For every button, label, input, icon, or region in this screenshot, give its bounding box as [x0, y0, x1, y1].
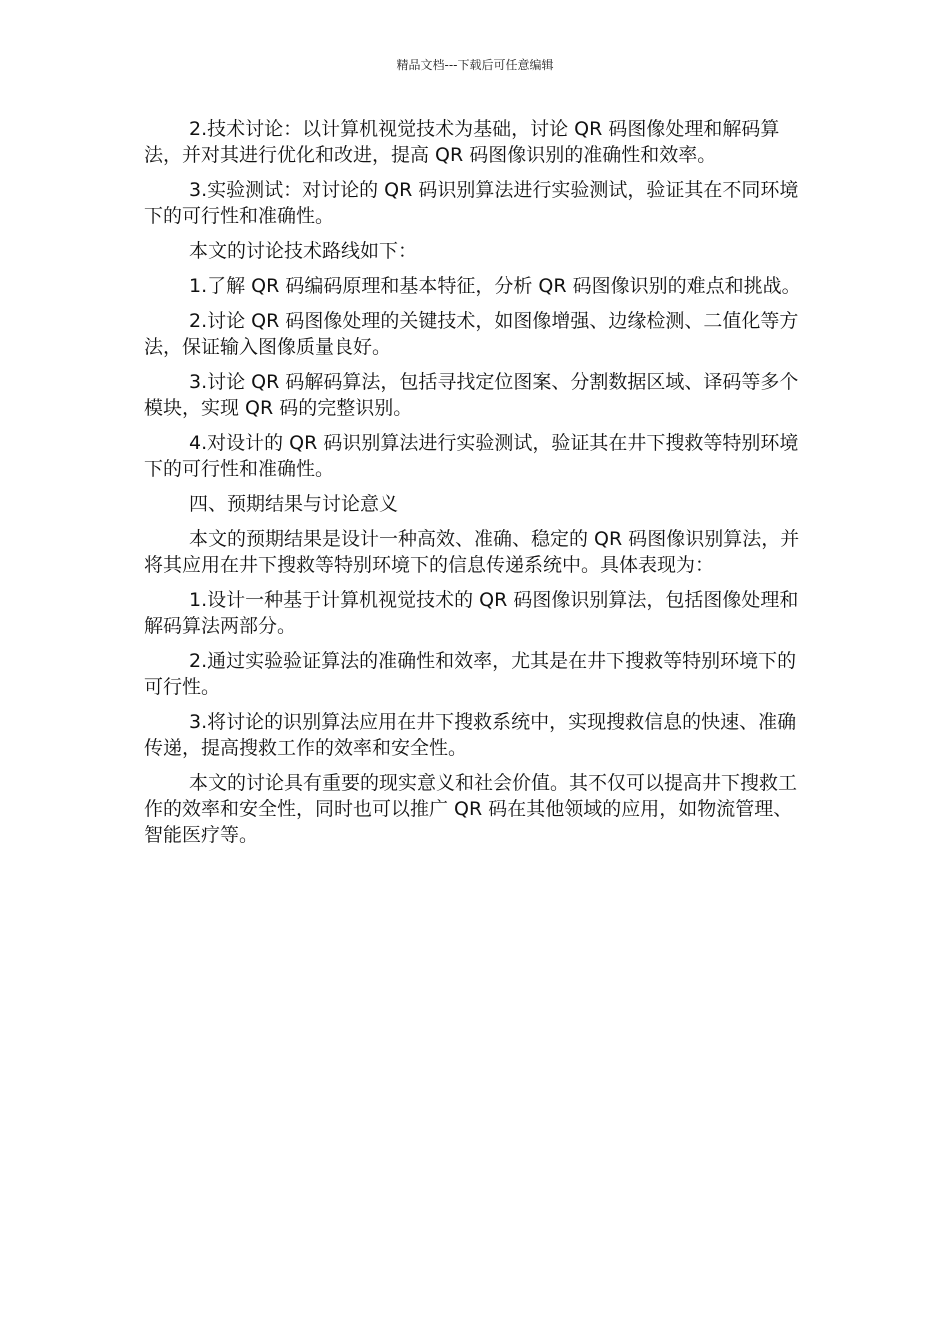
section-heading-expected-results: 四、预期结果与讨论意义	[189, 493, 399, 515]
paragraph-result-2: 2.通过实验验证算法的准确性和效率，尤其是在井下搜救等特别环境下的可行性。	[144, 650, 797, 698]
paragraph-expected-results: 本文的预期结果是设计一种高效、准确、稳定的 QR 码图像识别算法，并将其应用在井下搜救等特别环境下的信息传递系统中。具体表现为：	[144, 528, 800, 576]
paragraph-significance: 本文的讨论具有重要的现实意义和社会价值。其不仅可以提高井下搜救工作的效率和安全性，同时也可以推广 QR 码在其他领域的应用，如物流管理、智能医疗等。	[144, 772, 798, 846]
page-header: 精品文档---下载后可任意编辑	[396, 58, 554, 72]
paragraph-experiment-test: 3.实验测试：对讨论的 QR 码识别算法进行实验测试，验证其在不同环境下的可行性和准确性。	[144, 179, 799, 227]
paragraph-result-3: 3.将讨论的识别算法应用在井下搜救系统中，实现搜救信息的快速、准确传递，提高搜救工作的效率和安全性。	[144, 711, 797, 759]
document-body	[144, 116, 808, 857]
paragraph-route-step-3: 3.讨论 QR 码解码算法，包括寻找定位图案、分割数据区域、译码等多个模块，实现 QR 码的完整识别。	[144, 371, 799, 419]
paragraph-route-step-2: 2.讨论 QR 码图像处理的关键技术，如图像增强、边缘检测、二值化等方法，保证输入图像质量良好。	[144, 310, 799, 358]
paragraph-route-step-1: 1.了解 QR 码编码原理和基本特征，分析 QR 码图像识别的难点和挑战。	[189, 275, 801, 297]
paragraph-route-step-4: 4.对设计的 QR 码识别算法进行实验测试，验证其在井下搜救等特别环境下的可行性和准确性。	[144, 432, 799, 480]
paragraph-technical-discussion: 2.技术讨论：以计算机视觉技术为基础，讨论 QR 码图像处理和解码算法，并对其进行优化和改进，提高 QR 码图像识别的准确性和效率。	[144, 118, 780, 166]
paragraph-result-1: 1.设计一种基于计算机视觉技术的 QR 码图像识别算法，包括图像处理和解码算法两部分。	[144, 589, 799, 637]
paragraph-route-intro: 本文的讨论技术路线如下：	[189, 240, 418, 262]
